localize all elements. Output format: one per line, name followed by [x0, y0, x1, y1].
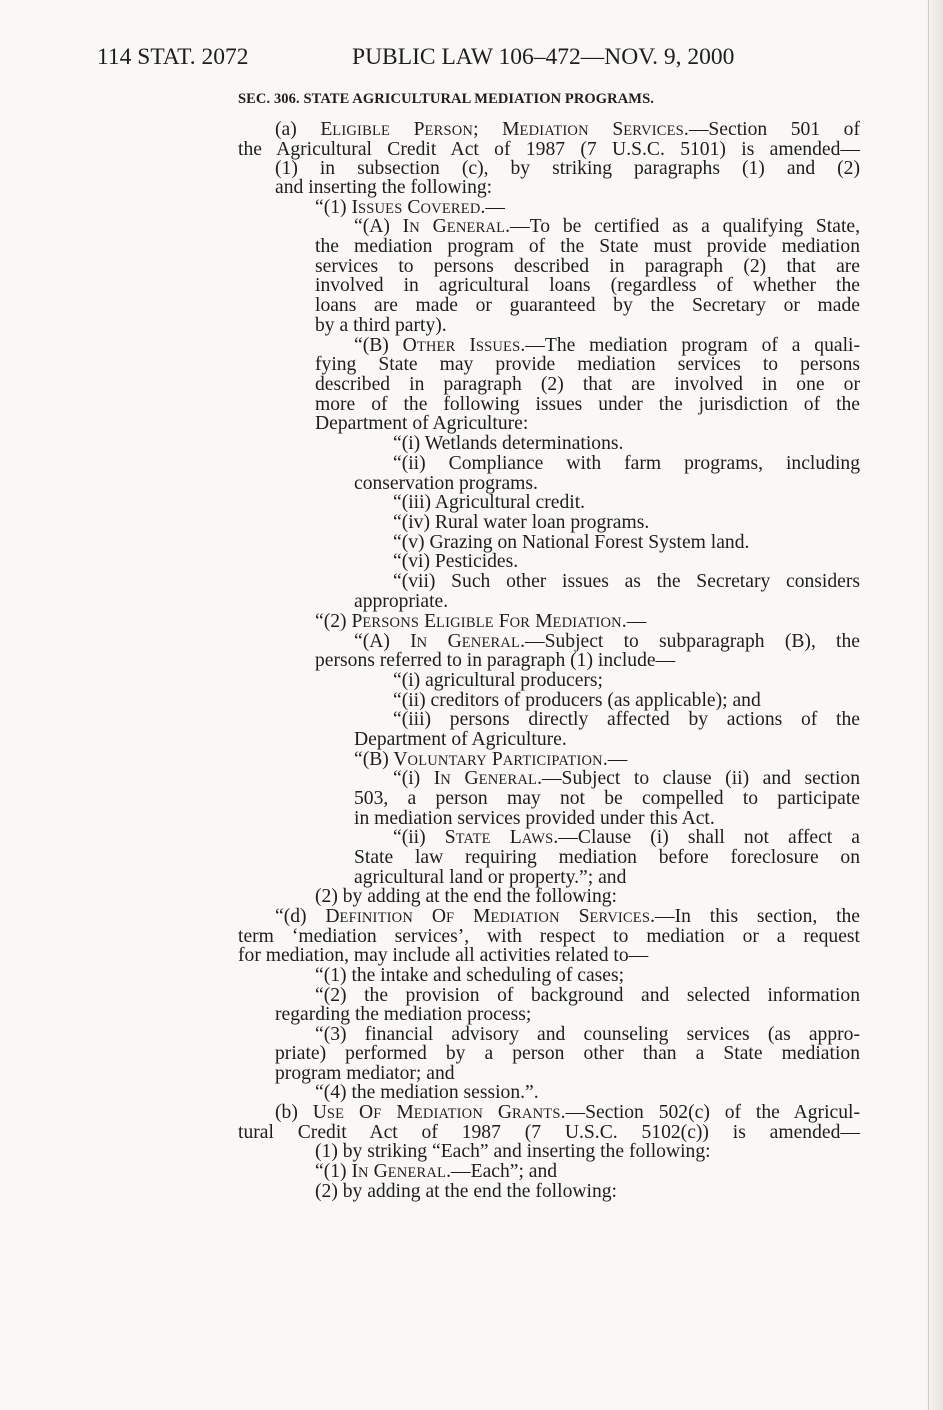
text-line: “(3) financial advisory and counseling services (as appro-	[315, 1024, 860, 1045]
text-line: “(ii) Compliance with farm programs, including	[393, 453, 860, 474]
text-line: “(1) IN GENERAL.—Each”; and	[315, 1161, 558, 1182]
text-line: “(vi) Pesticides.	[393, 551, 519, 572]
text-line: “(A) IN GENERAL.—Subject to subparagraph (B), the	[354, 631, 860, 652]
page-edge-line	[928, 0, 929, 1410]
text-line: “(B) VOLUNTARY PARTICIPATION.—	[354, 749, 628, 770]
text-line: more of the following issues under the jurisdiction of the	[315, 394, 860, 415]
text-line: “(1) ISSUES COVERED.—	[315, 197, 506, 218]
text-line: in mediation services provided under this Act.	[354, 808, 715, 829]
text-line: “(ii) STATE LAWS.—Clause (i) shall not affect a	[393, 827, 860, 848]
text-line: (2) by adding at the end the following:	[315, 886, 618, 907]
text-line: (a) ELIGIBLE PERSON; MEDIATION SERVICES.—Section 501 of	[275, 119, 861, 140]
text-line: fying State may provide mediation services to persons	[315, 354, 860, 375]
text-line: “(iii) Agricultural credit.	[393, 492, 586, 513]
text-line: “(i) IN GENERAL.—Subject to clause (ii) and section	[393, 768, 861, 789]
text-line: “(4) the mediation session.”.	[315, 1082, 539, 1103]
text-line: by a third party).	[315, 315, 447, 336]
text-line: 503, a person may not be compelled to participate	[354, 788, 860, 809]
text-line: the mediation program of the State must provide mediation	[315, 236, 860, 257]
text-line: “(iv) Rural water loan programs.	[393, 512, 650, 533]
text-line: “(ii) creditors of producers (as applicable); and	[393, 690, 761, 711]
text-line: “(i) agricultural producers;	[393, 670, 603, 691]
text-line: Department of Agriculture:	[315, 413, 529, 434]
text-line: agricultural land or property.”; and	[354, 867, 627, 888]
text-line: conservation programs.	[354, 473, 538, 494]
text-line: (1) by striking “Each” and inserting the following:	[315, 1141, 711, 1162]
text-line: persons referred to in paragraph (1) include—	[315, 650, 676, 671]
text-line: State law requiring mediation before foreclosure on	[354, 847, 860, 868]
text-line: “(d) DEFINITION OF MEDIATION SERVICES.—In this section, the	[275, 906, 861, 927]
text-line: tural Credit Act of 1987 (7 U.S.C. 5102(c)) is amended—	[238, 1122, 860, 1143]
text-line: “(2) the provision of background and selected information	[315, 985, 860, 1006]
public-law-header: PUBLIC LAW 106–472—NOV. 9, 2000	[352, 44, 735, 70]
text-line: involved in agricultural loans (regardless of whether the	[315, 275, 860, 296]
text-line: “(B) OTHER ISSUES.—The mediation program of a quali-	[354, 335, 860, 356]
text-line: “(1) the intake and scheduling of cases;	[315, 965, 625, 986]
text-line: “(A) IN GENERAL.—To be certified as a qualifying State,	[354, 216, 860, 237]
text-line: described in paragraph (2) that are involved in one or	[315, 374, 860, 395]
text-line: appropriate.	[354, 591, 449, 612]
text-line: for mediation, may include all activities related to—	[238, 945, 649, 966]
text-line: (2) by adding at the end the following:	[315, 1181, 618, 1202]
text-line: program mediator; and	[275, 1063, 455, 1084]
text-line: services to persons described in paragraph (2) that are	[315, 256, 860, 277]
stat-page-number: 114 STAT. 2072	[97, 44, 249, 70]
text-line: term ‘mediation services’, with respect to mediation or a request	[238, 926, 860, 947]
text-line: the Agricultural Credit Act of 1987 (7 U.S.C. 5101) is amended—	[238, 139, 860, 160]
text-line: (1) in subsection (c), by striking paragraphs (1) and (2)	[275, 158, 860, 179]
text-line: and inserting the following:	[275, 177, 493, 198]
text-line: Department of Agriculture.	[354, 729, 567, 750]
text-line: “(v) Grazing on National Forest System land.	[393, 532, 750, 553]
text-line: “(2) PERSONS ELIGIBLE FOR MEDIATION.—	[315, 611, 647, 632]
text-line: “(vii) Such other issues as the Secretary considers	[393, 571, 860, 592]
text-line: loans are made or guaranteed by the Secretary or made	[315, 295, 860, 316]
text-line: regarding the mediation process;	[275, 1004, 532, 1025]
section-heading: SEC. 306. STATE AGRICULTURAL MEDIATION PROGRAMS.	[238, 91, 654, 107]
text-line: “(i) Wetlands determinations.	[393, 433, 624, 454]
text-line: “(iii) persons directly affected by actions of the	[393, 709, 860, 730]
text-line: (b) USE OF MEDIATION GRANTS.—Section 502(c) of the Agricul-	[275, 1102, 860, 1123]
text-line: priate) performed by a person other than a State mediation	[275, 1043, 860, 1064]
